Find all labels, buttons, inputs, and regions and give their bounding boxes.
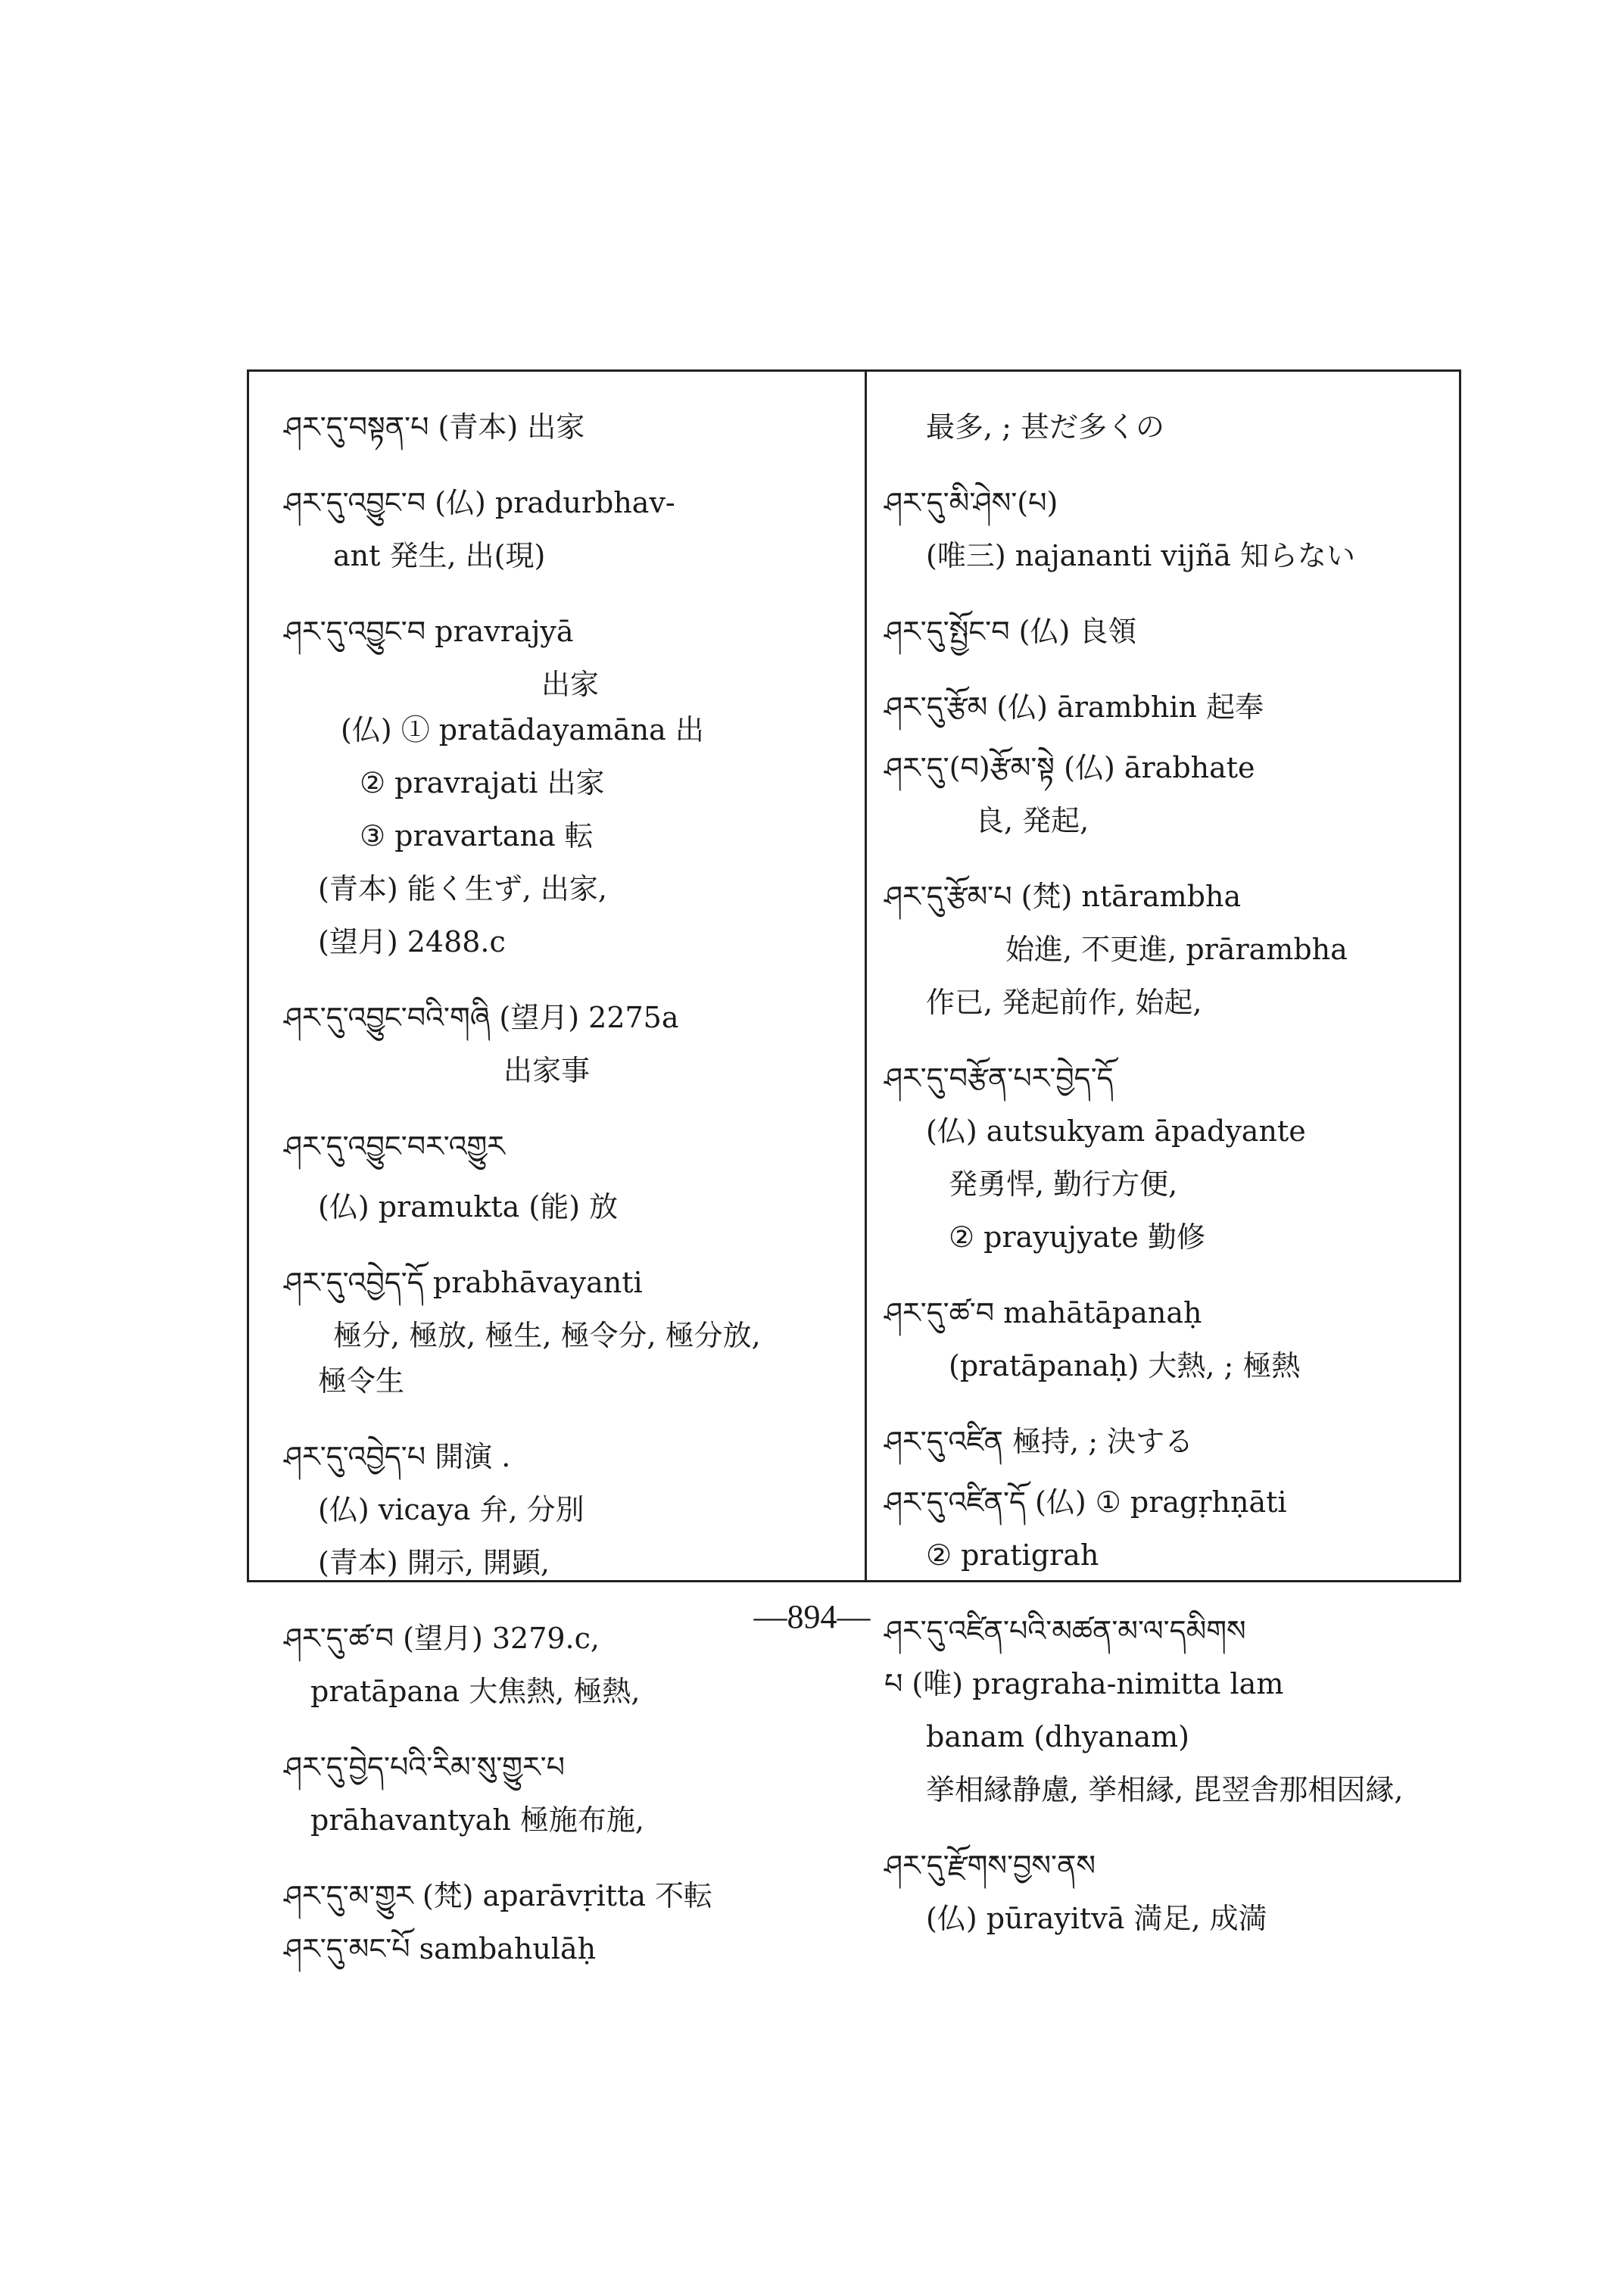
- dictionary-line: prāhavantyah 極施布施,: [310, 1803, 644, 1837]
- dictionary-line: pratāpana 大焦熱, 極熱,: [310, 1675, 641, 1708]
- dictionary-line: ཤར་དུ་སྤྱོང་བ (仏) 良領: [884, 615, 1137, 648]
- dictionary-line: ཤར་དུ་བསྟན་པ (青本) 出家: [284, 410, 585, 444]
- dictionary-line: 出家事: [503, 1054, 591, 1087]
- dictionary-line: ཤར་དུ་འཛིན་པའི་མཚན་མ་ལ་དམིགས: [884, 1614, 1246, 1647]
- dictionary-line: པ (唯) pragraha-nimitta lam: [884, 1667, 1284, 1700]
- dictionary-line: ཤར་དུ་ཚ་བ mahātāpanaḥ: [884, 1296, 1202, 1329]
- dictionary-line: ③ pravartana 転: [360, 819, 594, 852]
- dictionary-line: ཤར་དུ་རྩོམ་པ (梵) ntārambha: [884, 880, 1242, 913]
- dictionary-line: ཤར་དུ་མ་གྱུར (梵) aparāvṛitta 不転: [284, 1879, 713, 1912]
- dictionary-line: 発勇悍, 勤行方便,: [949, 1167, 1178, 1201]
- dictionary-line: (望月) 2488.c: [318, 925, 506, 958]
- dictionary-line: ཤར་དུ་རྩོམ (仏) ārambhin 起奉: [884, 690, 1264, 724]
- dictionary-line: 始進, 不更進, prārambha: [1005, 933, 1348, 966]
- dictionary-line: ཤར་དུ་རྫོགས་བྱས་ནས: [884, 1849, 1096, 1882]
- dictionary-line: (唯三) najananti vijñā 知らない: [926, 539, 1356, 572]
- dictionary-line: (仏) pūrayitvā 満足, 成満: [926, 1902, 1267, 1935]
- dictionary-line: ཤར་དུ་འཛིན་དོ (仏) ① pragṛhṇāti: [884, 1485, 1287, 1519]
- dictionary-line: (pratāpanaḥ) 大熱, ; 極熱: [949, 1349, 1301, 1382]
- dictionary-line: (仏) vicaya 弁, 分別: [318, 1493, 584, 1526]
- dictionary-line: 極令生: [318, 1364, 405, 1398]
- dictionary-line: ཤར་དུ་བརྩོན་པར་བྱེད་དོ: [884, 1061, 1114, 1095]
- dictionary-line: 極分, 極放, 極生, 極令分, 極分放,: [333, 1319, 761, 1352]
- page-number: —894—: [753, 1598, 871, 1635]
- dictionary-line: ཤར་དུ་འཛིན 極持, ; 決する: [884, 1425, 1194, 1458]
- dictionary-line: ཤར་དུ་འབྱེད་དོ prabhāvayanti: [284, 1266, 643, 1299]
- dictionary-line: ཤར་དུ་ཚ་བ (望月) 3279.c,: [284, 1622, 600, 1655]
- dictionary-line: ② pratigrah: [926, 1538, 1099, 1572]
- dictionary-line: ཤར་དུ་འབྱུང་བའི་གཞི (望月) 2275a: [284, 1001, 679, 1034]
- dictionary-line: ཤར་དུ་མང་པོ sambahulāḥ: [284, 1932, 597, 1965]
- dictionary-line: 作已, 発起前作, 始起,: [926, 986, 1202, 1019]
- dictionary-line: ཤར་དུ་བྱེད་པའི་རིམ་སུ་གྱུར་པ: [284, 1750, 565, 1784]
- dictionary-line: (青本) 開示, 開顕,: [318, 1546, 550, 1579]
- dictionary-line: 出家: [541, 668, 600, 701]
- dictionary-line: (仏) autsukyam āpadyante: [926, 1114, 1306, 1148]
- dictionary-line: ཤར་དུ་འབྱུང་བ (仏) pradurbhav-: [284, 486, 675, 519]
- dictionary-line: 最多, ; 甚だ多くの: [926, 410, 1165, 444]
- dictionary-line: ཤར་དུ་འབྱུང་བར་འགྱུར: [284, 1130, 505, 1163]
- dictionary-line: ཤར་དུ་(བ)རྩོམ་སྟེ (仏) ārabhate: [884, 751, 1255, 784]
- dictionary-line: ② pravrajati 出家: [360, 766, 605, 799]
- dictionary-line: ② prayujyate 勤修: [949, 1220, 1205, 1254]
- dictionary-line: (青本) 能く生ず, 出家,: [318, 872, 607, 905]
- dictionary-line: 挙相縁静慮, 挙相縁, 毘翌舎那相因縁,: [926, 1773, 1404, 1806]
- dictionary-line: ཤར་དུ་འབྱེད་པ 開演 .: [284, 1440, 511, 1473]
- dictionary-line: (仏) pramukta (能) 放: [318, 1190, 619, 1223]
- dictionary-line: ant 発生, 出(現): [333, 539, 546, 572]
- dictionary-line: (仏) ① pratādayamāna 出: [341, 713, 704, 746]
- dictionary-line: banam (dhyanam): [926, 1720, 1189, 1753]
- dictionary-line: ཤར་དུ་མི་ཤེས་(པ): [884, 486, 1058, 519]
- dictionary-line: ཤར་དུ་འབྱུང་བ pravrajyā: [284, 615, 574, 648]
- dictionary-line: 良, 発起,: [975, 804, 1089, 837]
- column-divider: [865, 369, 867, 1582]
